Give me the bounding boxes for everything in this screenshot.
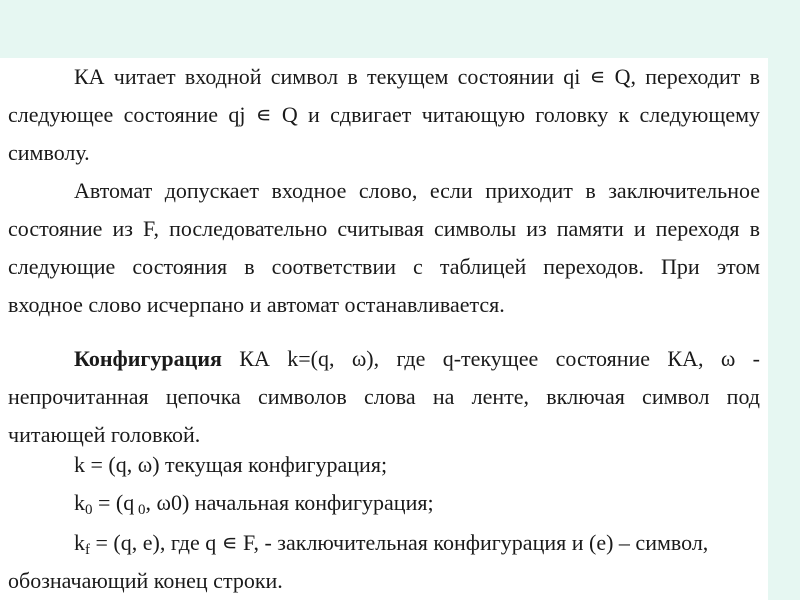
formula-final-configuration	[74, 530, 708, 559]
configuration-definition: КА k=(q, ω), где q-текущее состояние КА, ω -	[239, 346, 761, 371]
paragraph-line: следующее состояние qj ∊ Q и сдвигает читающую головку к следующему	[8, 102, 760, 127]
paragraph-line: непрочитанная цепочка символов слова на ленте, включая символ под	[8, 384, 760, 409]
paragraph-line: состояние из F, последовательно считывая символы из памяти и переходя в	[8, 216, 760, 241]
formula-subscript: f	[85, 542, 90, 558]
formula-text: , ω0) начальная конфигурация;	[145, 490, 434, 515]
formula-text: = (q	[92, 490, 135, 515]
document-page	[0, 58, 768, 600]
paragraph-line: Автомат допускает входное слово, если приходит в заключительное	[74, 178, 760, 203]
paragraph-configuration	[8, 340, 760, 454]
formula-subscript: 0	[134, 502, 146, 518]
paragraph-line: КА читает входной символ в текущем состоянии qi ∊ Q, переходит в	[74, 64, 760, 89]
paragraph-automaton-accepts	[8, 172, 760, 324]
formula-subscript: 0	[85, 502, 93, 518]
paragraph-line: входное слово исчерпано и автомат останавливается.	[8, 292, 505, 317]
term-configuration: Конфигурация	[74, 346, 222, 371]
formula-symbol: k	[74, 490, 85, 515]
formula-initial-configuration	[74, 490, 434, 519]
formula-current-configuration: k = (q, ω) текущая конфигурация;	[74, 452, 388, 477]
paragraph-line	[8, 340, 760, 378]
paragraph-line: читающей головкой.	[8, 422, 201, 447]
formula-symbol: k	[74, 530, 85, 555]
slide-right-band	[768, 58, 800, 600]
paragraph-line: символу.	[8, 140, 90, 165]
formula-final-configuration-continued: обозначающий конец строки.	[8, 568, 283, 593]
paragraph-ka-reading	[8, 58, 760, 172]
paragraph-line: следующие состояния в соответствии с таблицей переходов. При этом	[8, 254, 760, 279]
formula-text: = (q, e), где q ∊ F, - заключительная конфигурация и (е) – символ,	[90, 530, 709, 555]
slide-top-band	[0, 0, 800, 58]
